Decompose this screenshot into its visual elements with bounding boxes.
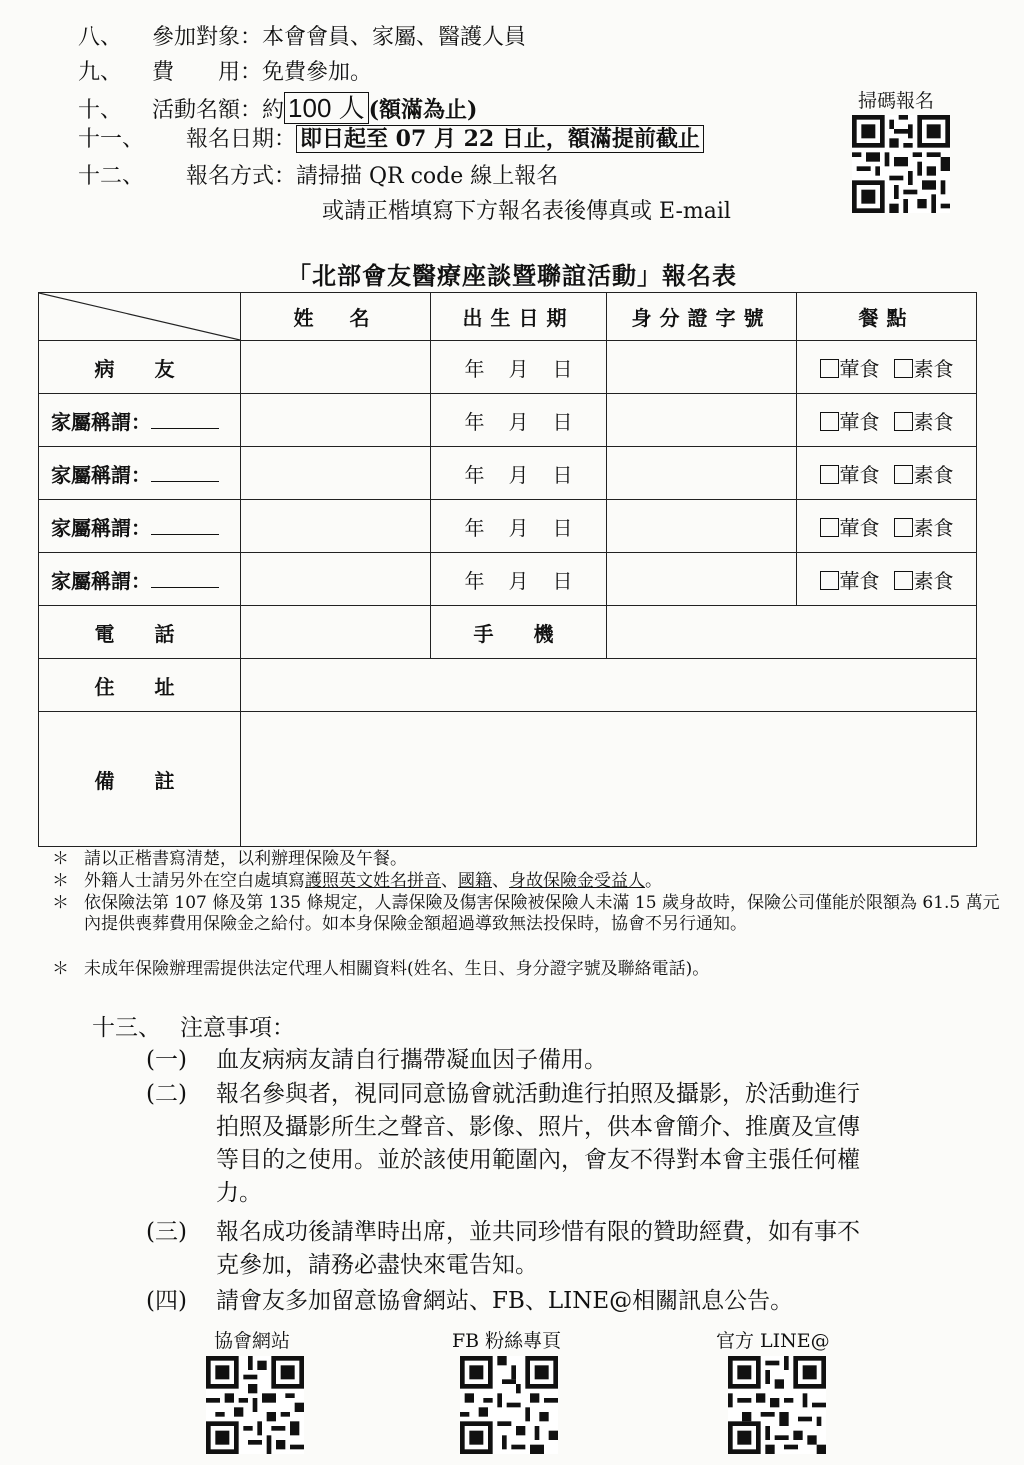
date-year-label: 年 [464,462,485,487]
date-month-label: 月 [508,409,529,434]
relative-label: 家屬稱謂： [51,462,151,487]
note-text-pre: 外籍人士請另外在空白處填寫 [84,871,305,891]
form-row-relative [39,500,977,553]
info-value: 免費參加。 [262,60,373,85]
info-row-quota [78,88,477,125]
id-number-field[interactable] [607,553,797,606]
form-row-relative [39,394,977,447]
row-label-relative [39,394,241,447]
header-birthdate: 出生日期 [431,293,607,341]
signup-date-value: 即日起至 07 月 22 日止，額滿提前截止 [296,125,704,153]
care-num: 十三、 [92,1015,161,1041]
meal-meat-label: 葷食 [839,568,880,593]
note-bullet: ＊ [52,959,69,979]
qr-label-line: 官方 LINE@ [716,1330,830,1352]
note-underlined-nationality: 國籍 [458,871,492,891]
info-row-signup-method-alt [322,194,731,225]
form-row-relative [39,447,977,500]
form-row-patient [39,341,977,394]
date-year-label: 年 [464,409,485,434]
care-line: 報名參與者，視同同意協會就活動進行拍照及攝影，於活動進行 [216,1081,860,1107]
name-field[interactable] [241,394,431,447]
care-heading [92,1012,295,1045]
qr-code-icon [460,1356,558,1454]
date-day-label: 日 [552,356,573,381]
qr-code-icon [206,1356,304,1454]
date-month-label: 月 [508,568,529,593]
relative-title-blank[interactable] [151,571,219,588]
care-item-text [216,1216,860,1282]
info-row-signup-date [78,122,704,153]
care-line: 克參加，請務必盡快來電告知。 [216,1252,538,1278]
note-separator: 、 [492,871,509,891]
info-num: 十一、 [78,127,145,152]
care-item-num: (三) [146,1219,187,1245]
note-bullet: ＊ [52,871,69,891]
row-label-remarks: 備 註 [39,712,241,847]
meal-veg-label: 素食 [913,568,954,593]
info-label: 報名方式： [186,164,297,189]
relative-title-blank[interactable] [151,412,219,429]
date-year-label: 年 [464,515,485,540]
qr-code-icon [852,115,950,213]
info-label: 參加對象： [152,25,263,50]
info-row-participants [78,20,526,51]
date-month-label: 月 [508,462,529,487]
date-day-label: 日 [552,462,573,487]
form-row-phone [39,606,977,659]
note-text: 未成年保險辦理需提供法定代理人相關資料(姓名、生日、身分證字號及聯絡電話)。 [84,959,710,979]
note-text [84,871,1004,892]
meal-meat-label: 葷食 [839,462,880,487]
note-text: 依保險法第 107 條及第 135 條規定，人壽保險及傷害保險被保險人未滿 15 歲身故時，保險公司僅能於限額為 61.5 萬元內提供喪葬費用保險金之給付。如本身保險金額超過導致無法投保時，協會不另行通知。 [84,893,1000,934]
care-item-num: (二) [146,1081,187,1107]
birthdate-field[interactable] [431,500,607,553]
care-item-num: (四) [146,1288,187,1314]
row-label-relative [39,500,241,553]
birthdate-field[interactable] [431,394,607,447]
row-label-relative [39,553,241,606]
meal-veg-checkbox[interactable] [894,518,913,537]
care-item-text [216,1078,860,1210]
info-value: 本會會員、家屬、醫護人員 [262,25,527,50]
info-value: 約 [262,98,285,123]
row-label-phone: 電 話 [39,606,241,659]
care-line: 力。 [216,1180,262,1206]
meal-veg-checkbox[interactable] [894,412,913,431]
date-day-label: 日 [552,568,573,593]
info-value-suffix: (額滿為止) [368,97,478,123]
form-row-remarks [39,712,977,847]
quota-value: 100 人 [284,92,369,124]
info-num: 九、 [78,60,123,85]
meal-field [797,341,977,394]
info-value: 或請正楷填寫下方報名表後傳真或 E-mail [322,199,731,224]
name-field[interactable] [241,447,431,500]
relative-title-blank[interactable] [151,465,219,482]
address-field[interactable] [241,659,977,712]
row-label-patient: 病 友 [39,341,241,394]
qr-signup-label: 掃碼報名 [858,90,935,112]
header-meal: 餐點 [797,293,977,341]
qr-code-fb[interactable] [460,1356,558,1454]
meal-veg-checkbox[interactable] [894,465,913,484]
meal-veg-label: 素食 [913,356,954,381]
relative-label: 家屬稱謂： [51,515,151,540]
meal-veg-label: 素食 [913,409,954,434]
note-separator: 、 [441,871,458,891]
meal-field [797,500,977,553]
care-title: 注意事項： [180,1015,295,1041]
note-underlined-passport: 護照英文姓名拼音 [305,871,441,891]
meal-meat-checkbox[interactable] [820,465,839,484]
phone-field[interactable] [241,606,431,659]
meal-field [797,394,977,447]
row-label-address: 住 址 [39,659,241,712]
qr-code-website[interactable] [206,1356,304,1454]
registration-form-table [38,292,977,847]
care-line: 等目的之使用。並於該使用範圍內，會友不得對本會主張任何權 [216,1147,860,1173]
id-number-field[interactable] [607,394,797,447]
meal-meat-checkbox[interactable] [820,412,839,431]
birthdate-field[interactable] [431,553,607,606]
form-row-relative [39,553,977,606]
meal-veg-label: 素食 [913,515,954,540]
info-row-signup-method [78,159,558,190]
id-number-field[interactable] [607,447,797,500]
qr-code-icon [728,1356,826,1454]
care-item [146,1044,607,1077]
date-day-label: 日 [552,515,573,540]
row-label-relative [39,447,241,500]
remarks-field[interactable] [241,712,977,847]
qr-label-fb: FB 粉絲專頁 [452,1330,562,1352]
header-id-number: 身分證字號 [607,293,797,341]
form-title: 「北部會友醫療座談暨聯誼活動」報名表 [287,261,737,290]
date-month-label: 月 [508,356,529,381]
info-value: 請掃描 QR code 線上報名 [296,164,559,189]
qr-label-website: 協會網站 [214,1330,291,1352]
meal-veg-checkbox[interactable] [894,571,913,590]
id-number-field[interactable] [607,341,797,394]
diagonal-cell [39,293,241,341]
birthdate-field[interactable] [431,341,607,394]
note-bullet: ＊ [52,849,69,869]
note-text: 請以正楷書寫清楚，以利辦理保險及午餐。 [84,849,407,869]
care-item [146,1216,216,1249]
care-item-text: 請會友多加留意協會網站、FB、LINE@相關訊息公告。 [216,1288,794,1314]
meal-meat-checkbox[interactable] [820,518,839,537]
qr-code-line[interactable] [728,1356,826,1454]
meal-meat-checkbox[interactable] [820,571,839,590]
name-field[interactable] [241,553,431,606]
relative-label: 家屬稱謂： [51,409,151,434]
date-month-label: 月 [508,515,529,540]
form-header-row [39,293,977,341]
note-text-post: 。 [645,871,662,891]
form-row-address [39,659,977,712]
row-label-mobile: 手 機 [431,606,607,659]
info-label: 活動名額： [152,98,263,123]
care-item-num: (一) [146,1047,187,1073]
info-row-fee [78,55,372,86]
care-item-text: 血友病病友請自行攜帶凝血因子備用。 [216,1047,607,1073]
relative-title-blank[interactable] [151,518,219,535]
name-field[interactable] [241,341,431,394]
meal-field [797,553,977,606]
header-name: 姓 名 [241,293,431,341]
id-number-field[interactable] [607,500,797,553]
care-item [146,1285,793,1318]
info-label: 費 用： [152,60,263,85]
date-year-label: 年 [464,568,485,593]
meal-meat-checkbox[interactable] [820,359,839,378]
diagonal-line-icon [39,293,240,340]
note-underlined-beneficiary: 身故保險金受益人 [509,871,645,891]
info-num: 八、 [78,25,123,50]
care-item [146,1078,216,1111]
meal-meat-label: 葷食 [839,356,880,381]
info-label: 報名日期： [186,127,297,152]
mobile-field[interactable] [607,606,977,659]
care-line: 報名成功後請準時出席，並共同珍惜有限的贊助經費，如有事不 [216,1219,860,1245]
care-line: 拍照及攝影所生之聲音、影像、照片，供本會簡介、推廣及宣傳 [216,1114,860,1140]
name-field[interactable] [241,500,431,553]
meal-meat-label: 葷食 [839,409,880,434]
meal-veg-checkbox[interactable] [894,359,913,378]
info-num: 十二、 [78,164,145,189]
info-num: 十、 [78,98,123,123]
birthdate-field[interactable] [431,447,607,500]
date-day-label: 日 [552,409,573,434]
meal-meat-label: 葷食 [839,515,880,540]
note-bullet: ＊ [52,893,69,913]
relative-label: 家屬稱謂： [51,568,151,593]
qr-code-signup[interactable] [852,115,950,213]
meal-veg-label: 素食 [913,462,954,487]
meal-field [797,447,977,500]
date-year-label: 年 [464,356,485,381]
